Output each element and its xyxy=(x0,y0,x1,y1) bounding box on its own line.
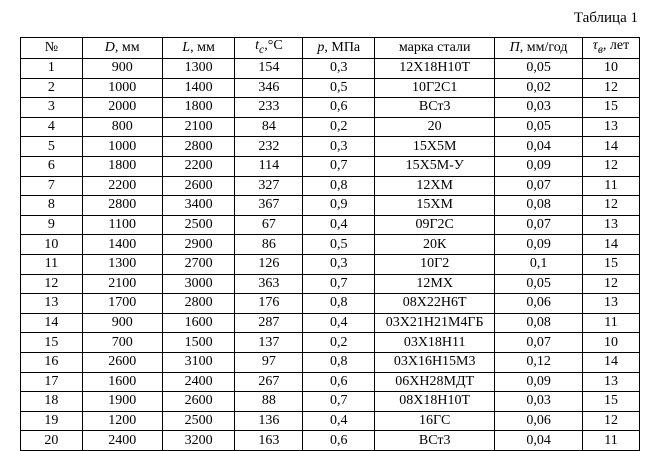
cell-number: 6 xyxy=(21,156,83,176)
cell-diameter: 2400 xyxy=(82,431,162,451)
cell-steel-grade: 06ХН28МДТ xyxy=(375,372,495,392)
cell-length: 1600 xyxy=(162,313,235,333)
cell-diameter: 2600 xyxy=(82,352,162,372)
cell-diameter: 1000 xyxy=(82,78,162,98)
cell-pressure: 0,6 xyxy=(303,98,375,118)
table-row xyxy=(21,98,640,118)
cell-number: 20 xyxy=(21,431,83,451)
table-row xyxy=(21,372,640,392)
cell-corrosion-rate: 0,07 xyxy=(495,215,583,235)
cell-temperature: 232 xyxy=(235,137,303,157)
cell-temperature: 267 xyxy=(235,372,303,392)
cell-pressure: 0,7 xyxy=(303,392,375,412)
cell-length: 3200 xyxy=(162,431,235,451)
cell-service-life: 10 xyxy=(583,59,640,79)
cell-length: 3000 xyxy=(162,274,235,294)
cell-corrosion-rate: 0,04 xyxy=(495,137,583,157)
cell-service-life: 13 xyxy=(583,372,640,392)
cell-temperature: 287 xyxy=(235,313,303,333)
cell-temperature: 86 xyxy=(235,235,303,255)
cell-number: 10 xyxy=(21,235,83,255)
cell-length: 2600 xyxy=(162,176,235,196)
cell-corrosion-rate: 0,03 xyxy=(495,98,583,118)
cell-pressure: 0,2 xyxy=(303,333,375,353)
table-body xyxy=(21,59,640,451)
cell-corrosion-rate: 0,1 xyxy=(495,254,583,274)
cell-corrosion-rate: 0,05 xyxy=(495,59,583,79)
cell-number: 8 xyxy=(21,196,83,216)
cell-temperature: 233 xyxy=(235,98,303,118)
cell-number: 2 xyxy=(21,78,83,98)
cell-steel-grade: 15Х5М xyxy=(375,137,495,157)
cell-length: 3400 xyxy=(162,196,235,216)
cell-pressure: 0,3 xyxy=(303,59,375,79)
cell-service-life: 13 xyxy=(583,215,640,235)
cell-service-life: 13 xyxy=(583,294,640,314)
cell-temperature: 346 xyxy=(235,78,303,98)
cell-number: 15 xyxy=(21,333,83,353)
table-row xyxy=(21,59,640,79)
cell-steel-grade: 15Х5М-У xyxy=(375,156,495,176)
cell-diameter: 1000 xyxy=(82,137,162,157)
cell-number: 4 xyxy=(21,117,83,137)
cell-length: 2500 xyxy=(162,411,235,431)
cell-number: 9 xyxy=(21,215,83,235)
cell-diameter: 900 xyxy=(82,313,162,333)
cell-service-life: 12 xyxy=(583,274,640,294)
cell-temperature: 67 xyxy=(235,215,303,235)
cell-length: 1800 xyxy=(162,98,235,118)
cell-pressure: 0,6 xyxy=(303,372,375,392)
cell-steel-grade: 12Х18Н10Т xyxy=(375,59,495,79)
cell-length: 2700 xyxy=(162,254,235,274)
cell-length: 3100 xyxy=(162,352,235,372)
cell-number: 16 xyxy=(21,352,83,372)
cell-temperature: 154 xyxy=(235,59,303,79)
cell-diameter: 1900 xyxy=(82,392,162,412)
header-length: L, мм xyxy=(162,38,235,59)
data-table xyxy=(20,37,640,451)
cell-corrosion-rate: 0,07 xyxy=(495,176,583,196)
cell-service-life: 14 xyxy=(583,137,640,157)
header-number: № xyxy=(21,38,83,59)
cell-number: 12 xyxy=(21,274,83,294)
cell-corrosion-rate: 0,04 xyxy=(495,431,583,451)
cell-service-life: 12 xyxy=(583,156,640,176)
cell-steel-grade: ВСт3 xyxy=(375,431,495,451)
cell-diameter: 1100 xyxy=(82,215,162,235)
cell-pressure: 0,5 xyxy=(303,78,375,98)
cell-corrosion-rate: 0,03 xyxy=(495,392,583,412)
cell-temperature: 327 xyxy=(235,176,303,196)
cell-number: 5 xyxy=(21,137,83,157)
cell-diameter: 2000 xyxy=(82,98,162,118)
cell-steel-grade: 03Х18Н11 xyxy=(375,333,495,353)
table-row xyxy=(21,254,640,274)
table-row xyxy=(21,176,640,196)
cell-pressure: 0,7 xyxy=(303,274,375,294)
cell-steel-grade: 03Х16Н15М3 xyxy=(375,352,495,372)
cell-service-life: 15 xyxy=(583,392,640,412)
cell-number: 7 xyxy=(21,176,83,196)
table-row xyxy=(21,431,640,451)
header-corrosion-rate: П, мм/год xyxy=(495,38,583,59)
cell-corrosion-rate: 0,02 xyxy=(495,78,583,98)
cell-diameter: 1600 xyxy=(82,372,162,392)
cell-diameter: 800 xyxy=(82,117,162,137)
cell-corrosion-rate: 0,07 xyxy=(495,333,583,353)
cell-service-life: 14 xyxy=(583,352,640,372)
cell-steel-grade: 15ХМ xyxy=(375,196,495,216)
cell-steel-grade: 08Х22Н6Т xyxy=(375,294,495,314)
cell-diameter: 1200 xyxy=(82,411,162,431)
table-row xyxy=(21,215,640,235)
cell-corrosion-rate: 0,09 xyxy=(495,156,583,176)
table-row xyxy=(21,313,640,333)
cell-steel-grade: 09Г2С xyxy=(375,215,495,235)
cell-length: 2200 xyxy=(162,156,235,176)
cell-service-life: 13 xyxy=(583,117,640,137)
cell-pressure: 0,9 xyxy=(303,196,375,216)
header-diameter: D, мм xyxy=(82,38,162,59)
cell-number: 11 xyxy=(21,254,83,274)
table-row xyxy=(21,78,640,98)
cell-length: 2800 xyxy=(162,137,235,157)
cell-length: 1400 xyxy=(162,78,235,98)
cell-steel-grade: 03Х21Н21М4ГБ xyxy=(375,313,495,333)
cell-temperature: 136 xyxy=(235,411,303,431)
cell-pressure: 0,8 xyxy=(303,352,375,372)
cell-steel-grade: 10Г2С1 xyxy=(375,78,495,98)
cell-service-life: 12 xyxy=(583,78,640,98)
table-caption: Таблица 1 xyxy=(573,10,638,26)
cell-steel-grade: 12ХМ xyxy=(375,176,495,196)
cell-pressure: 0,8 xyxy=(303,176,375,196)
cell-service-life: 14 xyxy=(583,235,640,255)
table-row xyxy=(21,274,640,294)
cell-length: 2900 xyxy=(162,235,235,255)
cell-temperature: 176 xyxy=(235,294,303,314)
cell-diameter: 2100 xyxy=(82,274,162,294)
cell-temperature: 363 xyxy=(235,274,303,294)
header-service-life: $\tau_в$, лет xyxy=(583,38,640,59)
cell-number: 18 xyxy=(21,392,83,412)
table-row xyxy=(21,333,640,353)
cell-corrosion-rate: 0,09 xyxy=(495,372,583,392)
cell-corrosion-rate: 0,08 xyxy=(495,313,583,333)
table-row xyxy=(21,137,640,157)
cell-pressure: 0,4 xyxy=(303,215,375,235)
cell-temperature: 137 xyxy=(235,333,303,353)
cell-service-life: 12 xyxy=(583,411,640,431)
cell-steel-grade: 10Г2 xyxy=(375,254,495,274)
cell-number: 13 xyxy=(21,294,83,314)
cell-pressure: 0,4 xyxy=(303,411,375,431)
cell-corrosion-rate: 0,09 xyxy=(495,235,583,255)
cell-length: 2800 xyxy=(162,294,235,314)
cell-diameter: 2200 xyxy=(82,176,162,196)
cell-number: 1 xyxy=(21,59,83,79)
cell-length: 1300 xyxy=(162,59,235,79)
cell-service-life: 11 xyxy=(583,313,640,333)
header-steel-grade: марка стали xyxy=(375,38,495,59)
cell-corrosion-rate: 0,05 xyxy=(495,117,583,137)
cell-service-life: 11 xyxy=(583,431,640,451)
cell-pressure: 0,5 xyxy=(303,235,375,255)
cell-length: 2400 xyxy=(162,372,235,392)
cell-diameter: 2800 xyxy=(82,196,162,216)
cell-corrosion-rate: 0,06 xyxy=(495,294,583,314)
cell-steel-grade: 12МХ xyxy=(375,274,495,294)
cell-service-life: 11 xyxy=(583,176,640,196)
cell-corrosion-rate: 0,06 xyxy=(495,411,583,431)
cell-diameter: 1700 xyxy=(82,294,162,314)
cell-pressure: 0,6 xyxy=(303,431,375,451)
cell-pressure: 0,3 xyxy=(303,137,375,157)
table-row xyxy=(21,411,640,431)
cell-pressure: 0,7 xyxy=(303,156,375,176)
table-row xyxy=(21,156,640,176)
cell-steel-grade: 20 xyxy=(375,117,495,137)
cell-pressure: 0,8 xyxy=(303,294,375,314)
cell-diameter: 1300 xyxy=(82,254,162,274)
table-row xyxy=(21,196,640,216)
cell-pressure: 0,2 xyxy=(303,117,375,137)
cell-temperature: 126 xyxy=(235,254,303,274)
cell-number: 17 xyxy=(21,372,83,392)
cell-temperature: 367 xyxy=(235,196,303,216)
cell-diameter: 1400 xyxy=(82,235,162,255)
cell-corrosion-rate: 0,08 xyxy=(495,196,583,216)
cell-service-life: 15 xyxy=(583,98,640,118)
cell-diameter: 700 xyxy=(82,333,162,353)
cell-steel-grade: ВСт3 xyxy=(375,98,495,118)
header-temperature: $t_c,^\circ С$ xyxy=(235,38,303,59)
cell-temperature: 88 xyxy=(235,392,303,412)
table-row xyxy=(21,294,640,314)
cell-length: 2100 xyxy=(162,117,235,137)
cell-corrosion-rate: 0,05 xyxy=(495,274,583,294)
cell-temperature: 114 xyxy=(235,156,303,176)
table-row xyxy=(21,117,640,137)
cell-temperature: 84 xyxy=(235,117,303,137)
cell-steel-grade: 20К xyxy=(375,235,495,255)
cell-number: 19 xyxy=(21,411,83,431)
table-row xyxy=(21,235,640,255)
cell-number: 14 xyxy=(21,313,83,333)
cell-temperature: 163 xyxy=(235,431,303,451)
cell-service-life: 15 xyxy=(583,254,640,274)
cell-diameter: 1800 xyxy=(82,156,162,176)
table-row xyxy=(21,392,640,412)
cell-service-life: 10 xyxy=(583,333,640,353)
cell-corrosion-rate: 0,12 xyxy=(495,352,583,372)
cell-number: 3 xyxy=(21,98,83,118)
cell-pressure: 0,4 xyxy=(303,313,375,333)
cell-steel-grade: 16ГС xyxy=(375,411,495,431)
table-row xyxy=(21,352,640,372)
cell-temperature: 97 xyxy=(235,352,303,372)
cell-steel-grade: 08Х18Н10Т xyxy=(375,392,495,412)
cell-diameter: 900 xyxy=(82,59,162,79)
header-pressure: p, МПа xyxy=(303,38,375,59)
cell-pressure: 0,3 xyxy=(303,254,375,274)
cell-length: 1500 xyxy=(162,333,235,353)
header-row xyxy=(21,38,640,59)
cell-length: 2600 xyxy=(162,392,235,412)
cell-length: 2500 xyxy=(162,215,235,235)
cell-service-life: 12 xyxy=(583,196,640,216)
